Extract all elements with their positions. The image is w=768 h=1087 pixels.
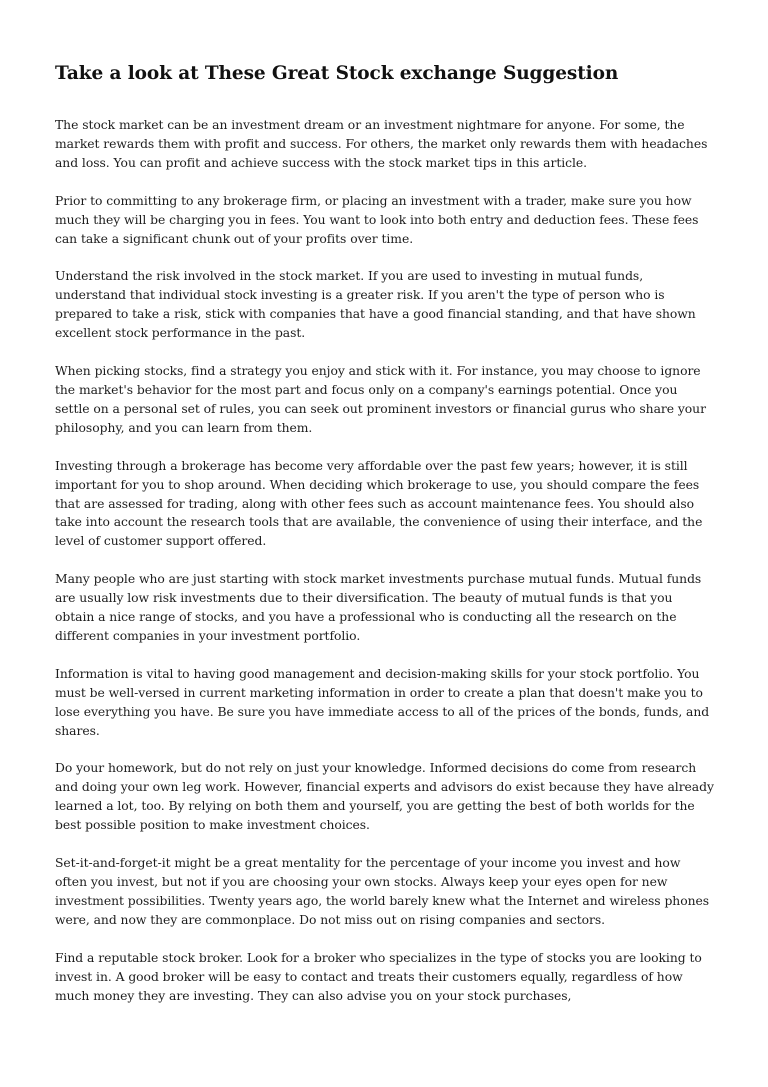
- paragraph-9: Set-it-and-forget-it might be a great mentality for the percentage of your income you invest and how often you invest, but not if you are choosing your own stocks. Always keep your eyes open for new investment possibilities. Twenty years ago, the world barely knew what the Internet and wireless phones were, and now they are commonplace. Do not miss out on rising companies and sectors.: [55, 856, 710, 927]
- paragraph-2: Prior to committing to any brokerage firm, or placing an investment with a trader, make sure you how much they will be charging you in fees. You want to look into both entry and deduction fees. These fees can take a significant chunk out of your profits over time.: [55, 193, 699, 246]
- paragraph-1: The stock market can be an investment dream or an investment nightmare for anyone. For some, the market rewards them with profit and success. For others, the market only rewards them with headaches and loss. You can profit and achieve success with the stock market tips in this article.: [55, 118, 708, 170]
- paragraph-6: Many people who are just starting with stock market investments purchase mutual funds. Mutual funds are usually low risk investments due to their diversification. The beauty of mutual funds is that you obtain a nice range of stocks, and you have a professional who is conducting all the research on the different companies in your investment portfolio.: [55, 572, 702, 643]
- document-page: [55, 62, 715, 1024]
- paragraph-3: Understand the risk involved in the stock market. If you are used to investing in mutual funds, understand that individual stock investing is a greater risk. If you aren't the type of person who is prepared to take a risk, stick with companies that have a good financial standing, and that have shown excellent stock performance in the past.: [55, 269, 696, 341]
- paragraph-10: Find a reputable stock broker. Look for a broker who specializes in the type of stocks you are looking to invest in. A good broker will be easy to contact and treats their customers equally, regardless of how much money they are investing. They can also advise you on your stock purchases,: [55, 950, 702, 1003]
- paragraph-4: When picking stocks, find a strategy you enjoy and stick with it. For instance, you may choose to ignore the market's behavior for the most part and focus only on a company's earnings potential. Once you settle on a personal set of rules, you can seek out prominent investors or financial gurus who share your philosophy, and you can learn from them.: [55, 364, 706, 435]
- document-title: Take a look at These Great Stock exchange Suggestion: [55, 63, 619, 84]
- paragraph-5: Investing through a brokerage has become very affordable over the past few years; however, it is still important for you to shop around. When deciding which brokerage to use, you should compare the fees that are assessed for trading, along with other fees such as account maintenance fees. You should also take into account the research tools that are available, the convenience of using their interface, and the level of customer support offered.: [55, 458, 703, 549]
- paragraph-7: Information is vital to having good management and decision-making skills for your stock portfolio. You must be well-versed in current marketing information in order to create a plan that doesn't make you to lose everything you have. Be sure you have immediate access to all of the prices of the bonds, funds, and shares.: [55, 666, 710, 738]
- paragraph-8: Do your homework, but do not rely on just your knowledge. Informed decisions do come from research and doing your own leg work. However, financial experts and advisors do exist because they have already learned a lot, too. By relying on both them and yourself, you are getting the best of both worlds for the best possible position to make investment choices.: [55, 761, 714, 833]
